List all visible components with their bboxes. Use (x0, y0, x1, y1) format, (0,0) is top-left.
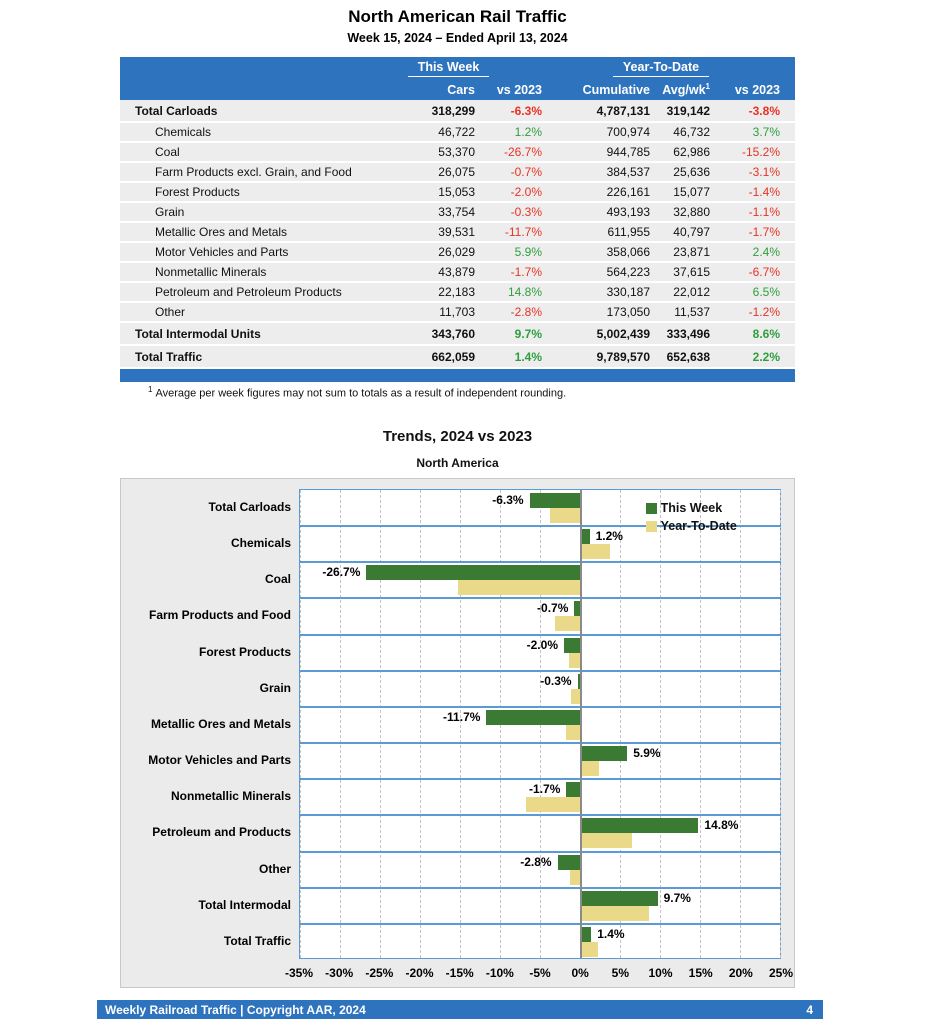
table-cell: 3.7% (752, 125, 780, 139)
x-axis-tick-label: 25% (768, 966, 794, 980)
x-axis-tick-label: 5% (611, 966, 629, 980)
year-to-date-bar (555, 616, 580, 631)
table-cell: 53,370 (438, 145, 475, 159)
chart-category-label: Grain (259, 680, 291, 695)
table-row (120, 283, 795, 301)
year-to-date-bar (580, 942, 598, 957)
bar-data-label: 5.9% (633, 746, 661, 761)
table-cell: 9.7% (514, 326, 542, 341)
row-separator-line (299, 597, 781, 599)
chart-row (300, 852, 780, 888)
chart-category-label: Forest Products (198, 644, 291, 659)
chart-row (300, 562, 780, 598)
x-axis-tick-label: -10% (485, 966, 514, 980)
year-to-date-bar (526, 797, 580, 812)
table-cell: Nonmetallic Minerals (155, 265, 267, 279)
bar-data-label: -0.7% (537, 601, 569, 616)
table-cell: -1.7% (510, 265, 542, 279)
chart-subtitle: North America (416, 456, 499, 470)
chart-x-axis (284, 966, 794, 982)
table-cell: 32,880 (673, 205, 710, 219)
chart-category-label: Total Traffic (223, 933, 291, 948)
chart-category-label: Motor Vehicles and Parts (148, 753, 291, 768)
chart-plot-area (299, 489, 781, 959)
chart-row (300, 671, 780, 707)
table-row (120, 323, 795, 344)
table-cell: 11,537 (674, 305, 710, 319)
table-cell: 358,066 (606, 245, 650, 259)
bar-data-label: -2.8% (520, 854, 552, 869)
table-cell: -0.3% (510, 205, 542, 219)
x-axis-tick-label: 20% (728, 966, 753, 980)
x-axis-tick-label: -15% (445, 966, 474, 980)
year-to-date-bar (458, 580, 580, 595)
footnote-mark: 1 (148, 385, 153, 394)
table-cell: 23,871 (673, 245, 710, 259)
table-cell: Chemicals (155, 125, 212, 139)
x-axis-tick-label: -30% (325, 966, 354, 980)
table-row (120, 263, 795, 281)
table-cell: 319,142 (666, 103, 710, 118)
year-to-date-bar (580, 761, 599, 776)
table-cell: Motor Vehicles and Parts (155, 245, 289, 259)
year-to-date-bar (580, 544, 610, 559)
table-cell: 700,974 (606, 125, 650, 139)
zero-axis-line (580, 490, 582, 958)
row-separator-line (299, 670, 781, 672)
row-separator-line (299, 634, 781, 636)
col-header-cars: Cars (447, 82, 475, 97)
year-to-date-bar (580, 833, 632, 848)
table-cell: 333,496 (666, 326, 710, 341)
chart-row (300, 779, 780, 815)
table-body (120, 100, 795, 367)
table-row (120, 243, 795, 261)
group-header-this-week: This Week (355, 59, 542, 77)
bar-data-label: 14.8% (704, 818, 739, 833)
table-cell: 25,636 (673, 165, 710, 179)
table-cell: 611,955 (607, 225, 650, 239)
table-cell: -1.2% (748, 305, 780, 319)
rail-traffic-table (120, 57, 795, 382)
row-separator-line (299, 851, 781, 853)
footer-bar (97, 1000, 823, 1019)
x-axis-tick-label: 0% (571, 966, 589, 980)
table-row (120, 100, 795, 121)
table-group-header-row (120, 57, 795, 79)
chart-category-label: Petroleum and Products (152, 825, 291, 840)
table-cell: 318,299 (431, 103, 475, 118)
table-cell: 26,075 (438, 165, 475, 179)
year-to-date-bar (550, 508, 580, 523)
legend-item-year-to-date: Year-To-Date (646, 517, 737, 535)
table-row (120, 303, 795, 321)
table-cell: 6.5% (752, 285, 780, 299)
this-week-bar (580, 818, 698, 833)
table-cell: Other (155, 305, 186, 319)
table-column-header-row (120, 79, 795, 100)
chart-row (300, 743, 780, 779)
bar-data-label: 1.2% (595, 529, 623, 544)
table-cell: 564,223 (606, 265, 650, 279)
table-row (120, 163, 795, 181)
bar-data-label: 1.4% (597, 926, 625, 941)
table-cell: 15,077 (673, 185, 710, 199)
chart-row (300, 598, 780, 634)
table-cell: 1.4% (514, 349, 542, 364)
table-cell: -26.7% (503, 145, 542, 159)
table-cell: 8.6% (752, 326, 780, 341)
year-to-date-bar (580, 906, 649, 921)
this-week-bar (566, 782, 580, 797)
table-cell: 343,760 (431, 326, 475, 341)
table-cell: -2.8% (510, 305, 542, 319)
year-to-date-swatch-icon (646, 521, 657, 532)
this-week-swatch-icon (646, 503, 657, 514)
x-axis-tick-label: -35% (284, 966, 314, 980)
table-row (120, 123, 795, 141)
chart-legend (646, 499, 737, 535)
chart-row (300, 888, 780, 924)
table-cell: 1.2% (514, 125, 542, 139)
table-cell: Total Carloads (135, 103, 218, 118)
table-cell: 173,050 (606, 305, 650, 319)
col-header-cumulative: Cumulative (582, 82, 650, 97)
x-axis-tick-label: -25% (365, 966, 394, 980)
col-header-avg-wk: Avg/$wk^1$ (662, 81, 710, 98)
table-cell: -1.4% (748, 185, 780, 199)
chart-category-label: Metallic Ores and Metals (150, 716, 291, 731)
table-bottom-bar (120, 369, 795, 382)
table-cell: 46,732 (673, 125, 710, 139)
table-cell: -3.1% (748, 165, 780, 179)
table-cell: 2.2% (752, 349, 780, 364)
year-to-date-bar (566, 725, 580, 740)
this-week-bar (580, 891, 658, 906)
row-separator-line (299, 706, 781, 708)
table-cell: 40,797 (673, 225, 710, 239)
chart-category-label: Total Intermodal (198, 897, 291, 912)
table-row (120, 203, 795, 221)
row-separator-line (299, 742, 781, 744)
table-cell: 15,053 (438, 185, 475, 199)
row-separator-line (299, 778, 781, 780)
page-title: North American Rail Traffic (348, 7, 567, 26)
row-separator-line (299, 923, 781, 925)
table-row (120, 183, 795, 201)
chart-category-label: Nonmetallic Minerals (170, 789, 291, 804)
table-cell: -3.8% (748, 103, 780, 118)
table-cell: 662,059 (431, 349, 475, 364)
bar-data-label: -6.3% (492, 493, 524, 507)
table-cell: 14.8% (507, 285, 542, 299)
chart-category-label: Total Carloads (208, 500, 291, 514)
legend-item-this-week: This Week (646, 499, 737, 517)
table-row (120, 223, 795, 241)
table-cell: 2.4% (752, 245, 780, 259)
table-cell: 330,187 (606, 285, 650, 299)
table-cell: 43,879 (438, 265, 475, 279)
x-axis-tick-label: -20% (405, 966, 434, 980)
table-footnote (148, 385, 566, 400)
this-week-bar (558, 855, 580, 870)
table-cell: 11,703 (439, 305, 475, 319)
this-week-bar (366, 565, 580, 580)
footer-page-number: 4 (806, 1002, 813, 1017)
row-separator-line (299, 887, 781, 889)
table-cell: Petroleum and Petroleum Products (155, 285, 342, 299)
table-cell: 62,986 (673, 145, 710, 159)
x-axis-tick-label: -5% (529, 966, 551, 980)
chart-category-label: Other (258, 861, 291, 876)
chart-title: Trends, 2024 vs 2023 (382, 428, 533, 445)
table-cell: -0.7% (510, 165, 542, 179)
table-cell: -2.0% (510, 185, 542, 199)
col-header-tw-vs2023: vs 2023 (496, 82, 542, 97)
chart-row (300, 924, 780, 960)
table-cell: 22,012 (673, 285, 710, 299)
table-cell: Metallic Ores and Metals (155, 225, 288, 239)
bar-data-label: -2.0% (526, 637, 558, 652)
bar-data-label: 9.7% (663, 890, 691, 905)
table-cell: 9,789,570 (596, 349, 650, 364)
chart-row (300, 707, 780, 743)
table-cell: 39,531 (438, 225, 475, 239)
table-cell: 46,722 (438, 125, 475, 139)
bar-data-label: -11.7% (443, 709, 481, 724)
table-cell: 22,183 (438, 285, 475, 299)
table-cell: 493,193 (606, 205, 650, 219)
table-cell: Coal (155, 145, 180, 159)
chart-row (300, 815, 780, 851)
table-cell: 944,785 (606, 145, 650, 159)
bar-data-label: -0.3% (540, 673, 572, 688)
table-cell: 37,615 (673, 265, 710, 279)
table-cell: -15.2% (741, 145, 780, 159)
bar-data-label: -1.7% (529, 782, 561, 797)
row-separator-line (299, 561, 781, 563)
table-cell: -11.7% (504, 225, 542, 239)
table-cell: Farm Products excl. Grain, and Food (155, 165, 352, 179)
table-cell: 5,002,439 (596, 326, 650, 341)
table-cell: -6.3% (510, 103, 542, 118)
table-cell: 652,638 (666, 349, 710, 364)
year-to-date-bar (571, 689, 580, 704)
chart-row (300, 635, 780, 671)
table-cell: 26,029 (438, 245, 475, 259)
year-to-date-bar (570, 870, 580, 885)
footnote-text: Average per week figures may not sum to totals as a result of independent rounding. (155, 387, 567, 400)
table-cell: Grain (155, 205, 185, 219)
this-week-bar (580, 746, 627, 761)
table-cell: Forest Products (155, 185, 240, 199)
row-separator-line (299, 814, 781, 816)
table-cell: Total Traffic (135, 349, 203, 364)
footer-text: Weekly Railroad Traffic | Copyright AAR, 2024 (105, 1002, 366, 1017)
table-header (120, 57, 795, 100)
this-week-bar (486, 710, 580, 725)
year-to-date-bar (569, 653, 580, 668)
table-row (120, 346, 795, 367)
this-week-bar (564, 638, 580, 653)
table-cell: 4,787,131 (596, 103, 650, 118)
trends-bar-chart (120, 478, 795, 988)
group-header-year-to-date: Year-To-Date (542, 59, 795, 77)
table-cell: Total Intermodal Units (135, 326, 261, 341)
table-cell: 33,754 (438, 205, 475, 219)
x-axis-tick-label: 10% (648, 966, 673, 980)
table-cell: 5.9% (514, 245, 542, 259)
x-axis-tick-label: 15% (688, 966, 713, 980)
table-row (120, 143, 795, 161)
chart-category-label: Farm Products and Food (148, 608, 291, 623)
table-cell: -1.1% (748, 205, 780, 219)
this-week-bar (530, 493, 580, 508)
page-subtitle: Week 15, 2024 – Ended April 13, 2024 (347, 31, 568, 45)
table-cell: 384,537 (606, 165, 650, 179)
chart-category-label: Chemicals (230, 536, 291, 551)
table-cell: -6.7% (748, 265, 780, 279)
table-cell: 226,161 (606, 185, 650, 199)
col-header-ytd-vs2023: vs 2023 (734, 82, 780, 97)
bar-data-label: -26.7% (322, 565, 361, 580)
table-cell: -1.7% (748, 225, 780, 239)
chart-category-label: Coal (264, 572, 291, 587)
